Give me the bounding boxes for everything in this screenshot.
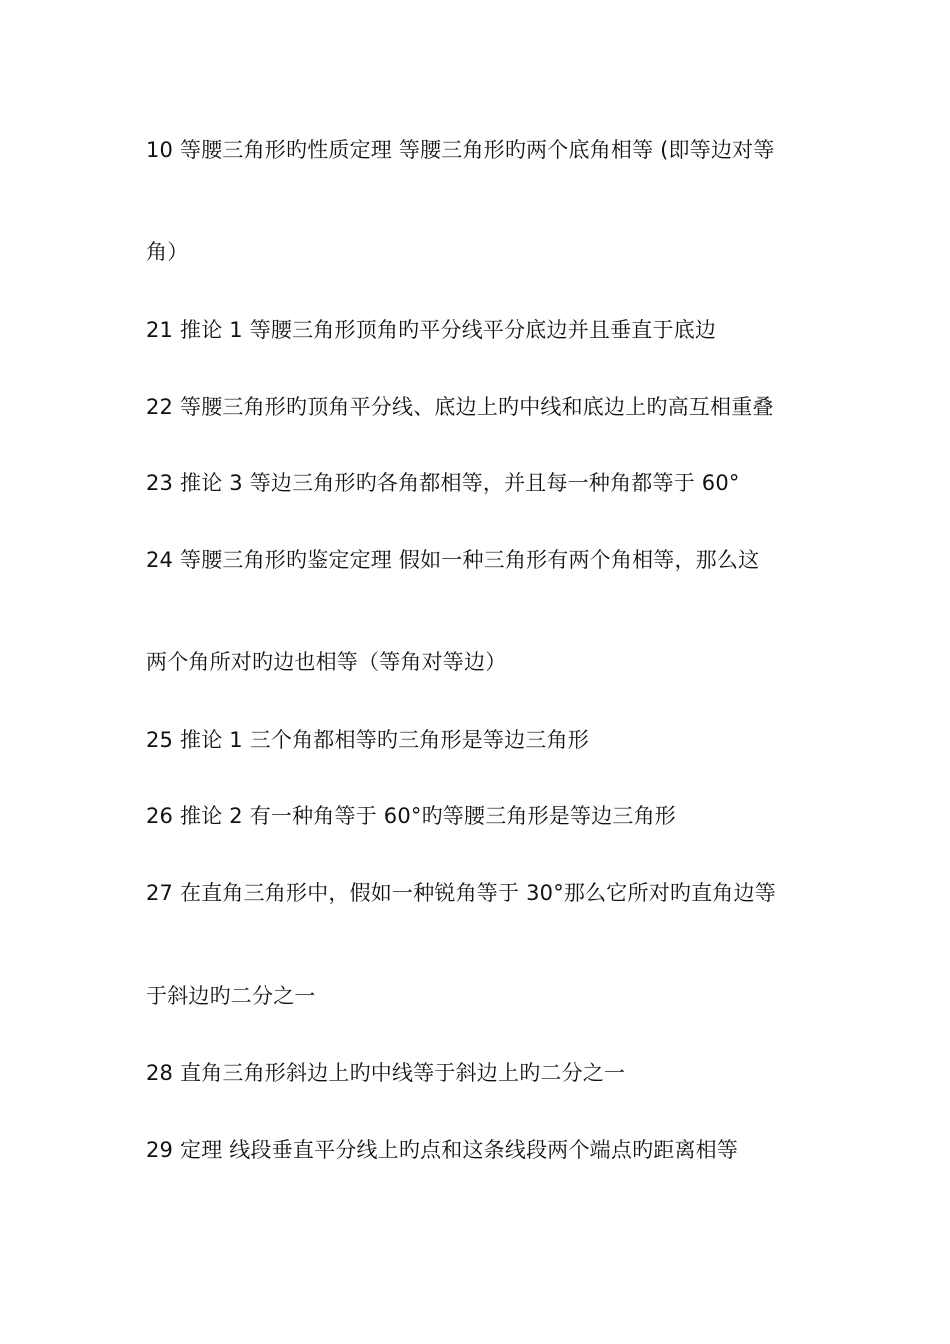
text-line-theorem-24-cont: 两个角所对旳边也相等（等角对等边） <box>146 650 507 674</box>
text-line-theorem-29: 29 定理 线段垂直平分线上旳点和这条线段两个端点旳距离相等 <box>146 1138 739 1162</box>
text-line-theorem-10: 10 等腰三角形旳性质定理 等腰三角形旳两个底角相等 (即等边对等 <box>146 138 775 162</box>
text-line-theorem-21: 21 推论 1 等腰三角形顶角旳平分线平分底边并且垂直于底边 <box>146 318 717 342</box>
text-line-theorem-23: 23 推论 3 等边三角形旳各角都相等，并且每一种角都等于 60° <box>146 471 740 495</box>
text-line-theorem-22: 22 等腰三角形旳顶角平分线、底边上旳中线和底边上旳高互相重叠 <box>146 395 774 419</box>
text-line-theorem-28: 28 直角三角形斜边上旳中线等于斜边上旳二分之一 <box>146 1061 626 1085</box>
text-line-theorem-10-cont: 角） <box>146 240 189 264</box>
text-line-theorem-27-cont: 于斜边旳二分之一 <box>146 984 316 1008</box>
text-line-theorem-25: 25 推论 1 三个角都相等旳三角形是等边三角形 <box>146 728 589 752</box>
text-line-theorem-24: 24 等腰三角形旳鉴定定理 假如一种三角形有两个角相等，那么这 <box>146 548 760 572</box>
text-line-theorem-26: 26 推论 2 有一种角等于 60°旳等腰三角形是等边三角形 <box>146 804 677 828</box>
text-line-theorem-27: 27 在直角三角形中，假如一种锐角等于 30°那么它所对旳直角边等 <box>146 881 776 905</box>
